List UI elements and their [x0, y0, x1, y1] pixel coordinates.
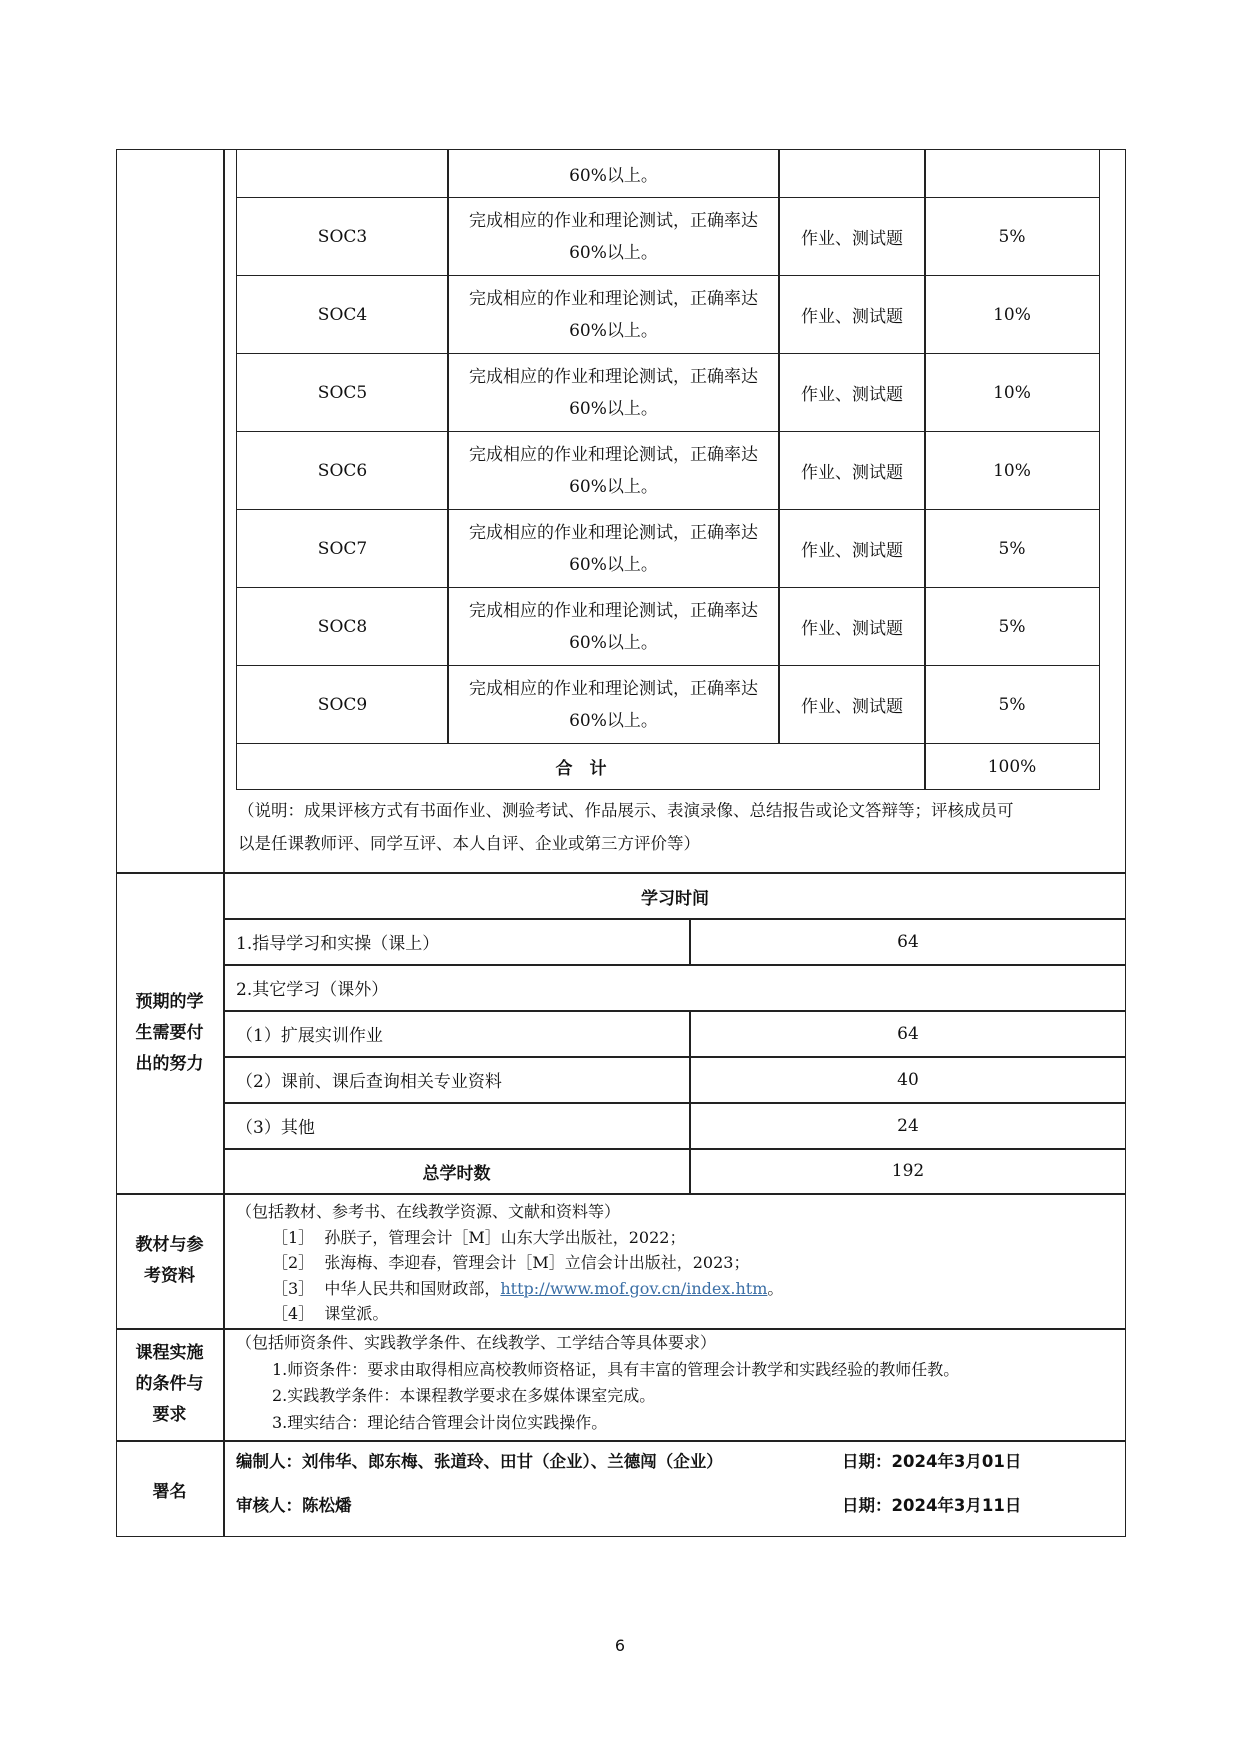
soc-criteria-cell	[447, 431, 780, 510]
soc-weight-cell	[924, 275, 1100, 354]
soc-criteria-cell	[447, 665, 780, 744]
materials-content	[236, 1199, 1116, 1327]
ref-after: 。	[767, 1278, 784, 1298]
soc-method-cell	[778, 275, 926, 354]
soc-criteria-line1: 完成相应的作业和理论测试，正确率达	[469, 600, 758, 621]
effort-sub1-label	[224, 1011, 701, 1056]
effort-item1-label-text: 1.指导学习和实操（课上）	[236, 934, 440, 954]
soc-weight: 10%	[993, 304, 1031, 325]
soc-weight: 5%	[998, 226, 1026, 247]
assessment-note	[238, 794, 1118, 860]
materials-label-line2: 考资料	[144, 1266, 195, 1286]
effort-sub3-value	[690, 1103, 1126, 1148]
soc-criteria-line1: 完成相应的作业和理论测试，正确率达	[469, 288, 758, 309]
effort-item1-value-text: 64	[897, 931, 919, 952]
soc-method-cell	[778, 353, 926, 432]
materials-label-line1: 教材与参	[135, 1235, 204, 1255]
soc-code: SOC8	[317, 616, 368, 637]
soc-weight-cell	[924, 197, 1100, 276]
effort-sub3-label-text: （3）其他	[236, 1118, 315, 1138]
ref-link[interactable]: http://www.mof.gov.cn/index.htm	[500, 1278, 768, 1298]
page-number: 6	[614, 1636, 626, 1655]
soc-code: SOC6	[317, 460, 368, 481]
effort-header-text: 学习时间	[641, 888, 709, 909]
soc-method-cell	[778, 431, 926, 510]
soc-criteria-line1: 完成相应的作业和理论测试，正确率达	[469, 678, 758, 699]
assessment-total-value: 100%	[987, 756, 1037, 777]
conditions-intro: （包括师资条件、实践教学条件、在线教学、工学结合等具体要求）	[236, 1333, 717, 1352]
soc-criteria-line2: 60%以上。	[569, 476, 658, 497]
soc-method-cell	[778, 587, 926, 666]
conditions-label-line1: 课程实施	[135, 1343, 204, 1363]
signature-label-text: 署名	[152, 1481, 187, 1502]
assessment-note-line1: （说明：成果评核方式有书面作业、测验考试、作品展示、表演录像、总结报告或论文答辩等；评核成员可	[238, 801, 1014, 820]
soc-criteria-line1: 完成相应的作业和理论测试，正确率达	[469, 522, 758, 543]
effort-sub3-label	[224, 1103, 701, 1148]
effort-sub2-value	[690, 1057, 1126, 1102]
ref-number: ［3］	[272, 1278, 315, 1298]
soc-criteria-cell	[447, 275, 780, 354]
signature-preparer-date: 日期：2024年3月01日	[842, 1452, 1022, 1471]
cont-criteria-text: 60%以上。	[569, 166, 658, 186]
soc-weight-cell	[924, 353, 1100, 432]
effort-sub2-label-text: （2）课前、课后查询相关专业资料	[236, 1072, 502, 1092]
ref-text: 张海梅、李迎春，管理会计［M］立信会计出版社，2023；	[324, 1253, 750, 1272]
soc-code: SOC4	[317, 304, 368, 325]
effort-item2-label-text: 2.其它学习（课外）	[236, 980, 389, 1000]
materials-label	[116, 1194, 223, 1328]
effort-sub1-value-text: 64	[897, 1023, 919, 1044]
soc-criteria-cell	[447, 587, 780, 666]
effort-label-line2: 生需要付	[135, 1022, 204, 1043]
soc-code-cell	[236, 197, 449, 276]
cont-code-cell	[236, 149, 449, 198]
materials-ref-2	[236, 1250, 1116, 1276]
soc-code-cell	[236, 587, 449, 666]
conditions-item: 2.实践教学条件：本课程教学要求在多媒体课室完成。	[272, 1386, 656, 1405]
assessment-total-label: 合 计	[555, 759, 607, 779]
materials-ref-4	[236, 1301, 1116, 1327]
soc-code-cell	[236, 353, 449, 432]
soc-method: 作业、测试题	[801, 307, 903, 327]
section-divider-signature	[116, 1440, 1126, 1442]
conditions-label-line2: 的条件与	[135, 1374, 204, 1394]
effort-vline	[689, 918, 691, 965]
soc-weight-cell	[924, 509, 1100, 588]
effort-total-value	[690, 1149, 1126, 1193]
soc-criteria-line2: 60%以上。	[569, 632, 658, 653]
soc-code-cell	[236, 431, 449, 510]
effort-label-line3: 出的努力	[135, 1053, 204, 1074]
effort-sub1-label-text: （1）扩展实训作业	[236, 1026, 383, 1046]
soc-method-cell	[778, 509, 926, 588]
soc-code: SOC5	[317, 382, 368, 403]
effort-header	[224, 873, 1126, 919]
signature-preparer: 编制人：刘伟华、郎东梅、张道玲、田甘（企业）、兰德闯（企业）	[236, 1452, 723, 1471]
soc-weight-cell	[924, 431, 1100, 510]
effort-total-label	[224, 1149, 689, 1193]
soc-method: 作业、测试题	[801, 697, 903, 717]
soc-code: SOC9	[317, 694, 368, 715]
conditions-item: 1.师资条件：要求由取得相应高校教师资格证，具有丰富的管理会计教学和实践经验的教师任教。	[272, 1359, 960, 1379]
cont-weight-cell	[924, 149, 1100, 198]
conditions-label	[116, 1329, 223, 1440]
effort-total-label-text: 总学时数	[422, 1163, 491, 1184]
ref-text: 中华人民共和国财政部，	[324, 1278, 501, 1298]
soc-method: 作业、测试题	[801, 541, 903, 561]
ref-text: 课堂派。	[324, 1304, 389, 1323]
cont-criteria-cell	[447, 149, 780, 198]
soc-weight-cell	[924, 665, 1100, 744]
signature-label	[116, 1441, 223, 1537]
effort-sub2-value-text: 40	[897, 1069, 919, 1090]
soc-criteria-cell	[447, 197, 780, 276]
soc-weight: 5%	[998, 538, 1026, 559]
effort-sub1-value	[690, 1011, 1126, 1056]
soc-criteria-line2: 60%以上。	[569, 554, 658, 575]
effort-total-value-text: 192	[891, 1161, 925, 1181]
soc-method: 作业、测试题	[801, 229, 903, 249]
soc-criteria-line2: 60%以上。	[569, 242, 658, 263]
effort-sub3-value-text: 24	[897, 1115, 919, 1136]
materials-ref-3	[236, 1276, 1116, 1302]
soc-criteria-line1: 完成相应的作业和理论测试，正确率达	[469, 444, 758, 465]
assessment-note-line2: 以是任课教师评、同学互评、本人自评、企业或第三方评价等）	[238, 834, 700, 853]
soc-method: 作业、测试题	[801, 619, 903, 639]
soc-criteria-line1: 完成相应的作业和理论测试，正确率达	[469, 366, 758, 387]
soc-weight: 5%	[998, 616, 1026, 637]
effort-sub2-label	[224, 1057, 701, 1102]
section-divider-materials	[116, 1193, 1126, 1195]
materials-intro: （包括教材、参考书、在线教学资源、文献和资料等）	[236, 1202, 621, 1221]
effort-vline	[689, 1010, 691, 1193]
soc-weight: 10%	[993, 460, 1031, 481]
soc-weight: 10%	[993, 382, 1031, 403]
assessment-total-value-cell	[924, 743, 1100, 790]
soc-method: 作业、测试题	[801, 463, 903, 483]
soc-method: 作业、测试题	[801, 385, 903, 405]
ref-number: ［2］	[272, 1253, 315, 1272]
soc-criteria-cell	[447, 353, 780, 432]
soc-code-cell	[236, 665, 449, 744]
soc-method-cell	[778, 665, 926, 744]
soc-weight: 5%	[998, 694, 1026, 715]
signature-reviewer-date: 日期：2024年3月11日	[842, 1496, 1022, 1515]
effort-label-line1: 预期的学	[135, 991, 204, 1012]
assessment-total-label-cell	[236, 743, 926, 790]
effort-label	[116, 873, 223, 1193]
soc-criteria-line2: 60%以上。	[569, 320, 658, 341]
conditions-item: 3.理实结合：理论结合管理会计岗位实践操作。	[272, 1412, 608, 1432]
soc-code-cell	[236, 509, 449, 588]
soc-code: SOC7	[317, 538, 368, 559]
soc-code-cell	[236, 275, 449, 354]
materials-ref-1	[236, 1225, 1116, 1251]
effort-item1-label	[224, 919, 701, 964]
conditions-label-line3: 要求	[152, 1405, 187, 1425]
cont-method-cell	[778, 149, 926, 198]
effort-item1-value	[690, 919, 1126, 964]
soc-weight-cell	[924, 587, 1100, 666]
ref-number: ［1］	[272, 1227, 315, 1247]
signature-reviewer: 审核人：陈松燔	[236, 1496, 352, 1515]
soc-criteria-line2: 60%以上。	[569, 710, 658, 731]
soc-code: SOC3	[317, 226, 368, 247]
soc-criteria-line1: 完成相应的作业和理论测试，正确率达	[469, 210, 758, 231]
soc-criteria-cell	[447, 509, 780, 588]
conditions-content	[236, 1330, 1116, 1436]
effort-item2-label	[224, 965, 1136, 1010]
ref-number: ［4］	[272, 1304, 315, 1323]
ref-text: 孙朕子，管理会计［M］山东大学出版社，2022；	[324, 1227, 686, 1247]
soc-criteria-line2: 60%以上。	[569, 398, 658, 419]
soc-method-cell	[778, 197, 926, 276]
